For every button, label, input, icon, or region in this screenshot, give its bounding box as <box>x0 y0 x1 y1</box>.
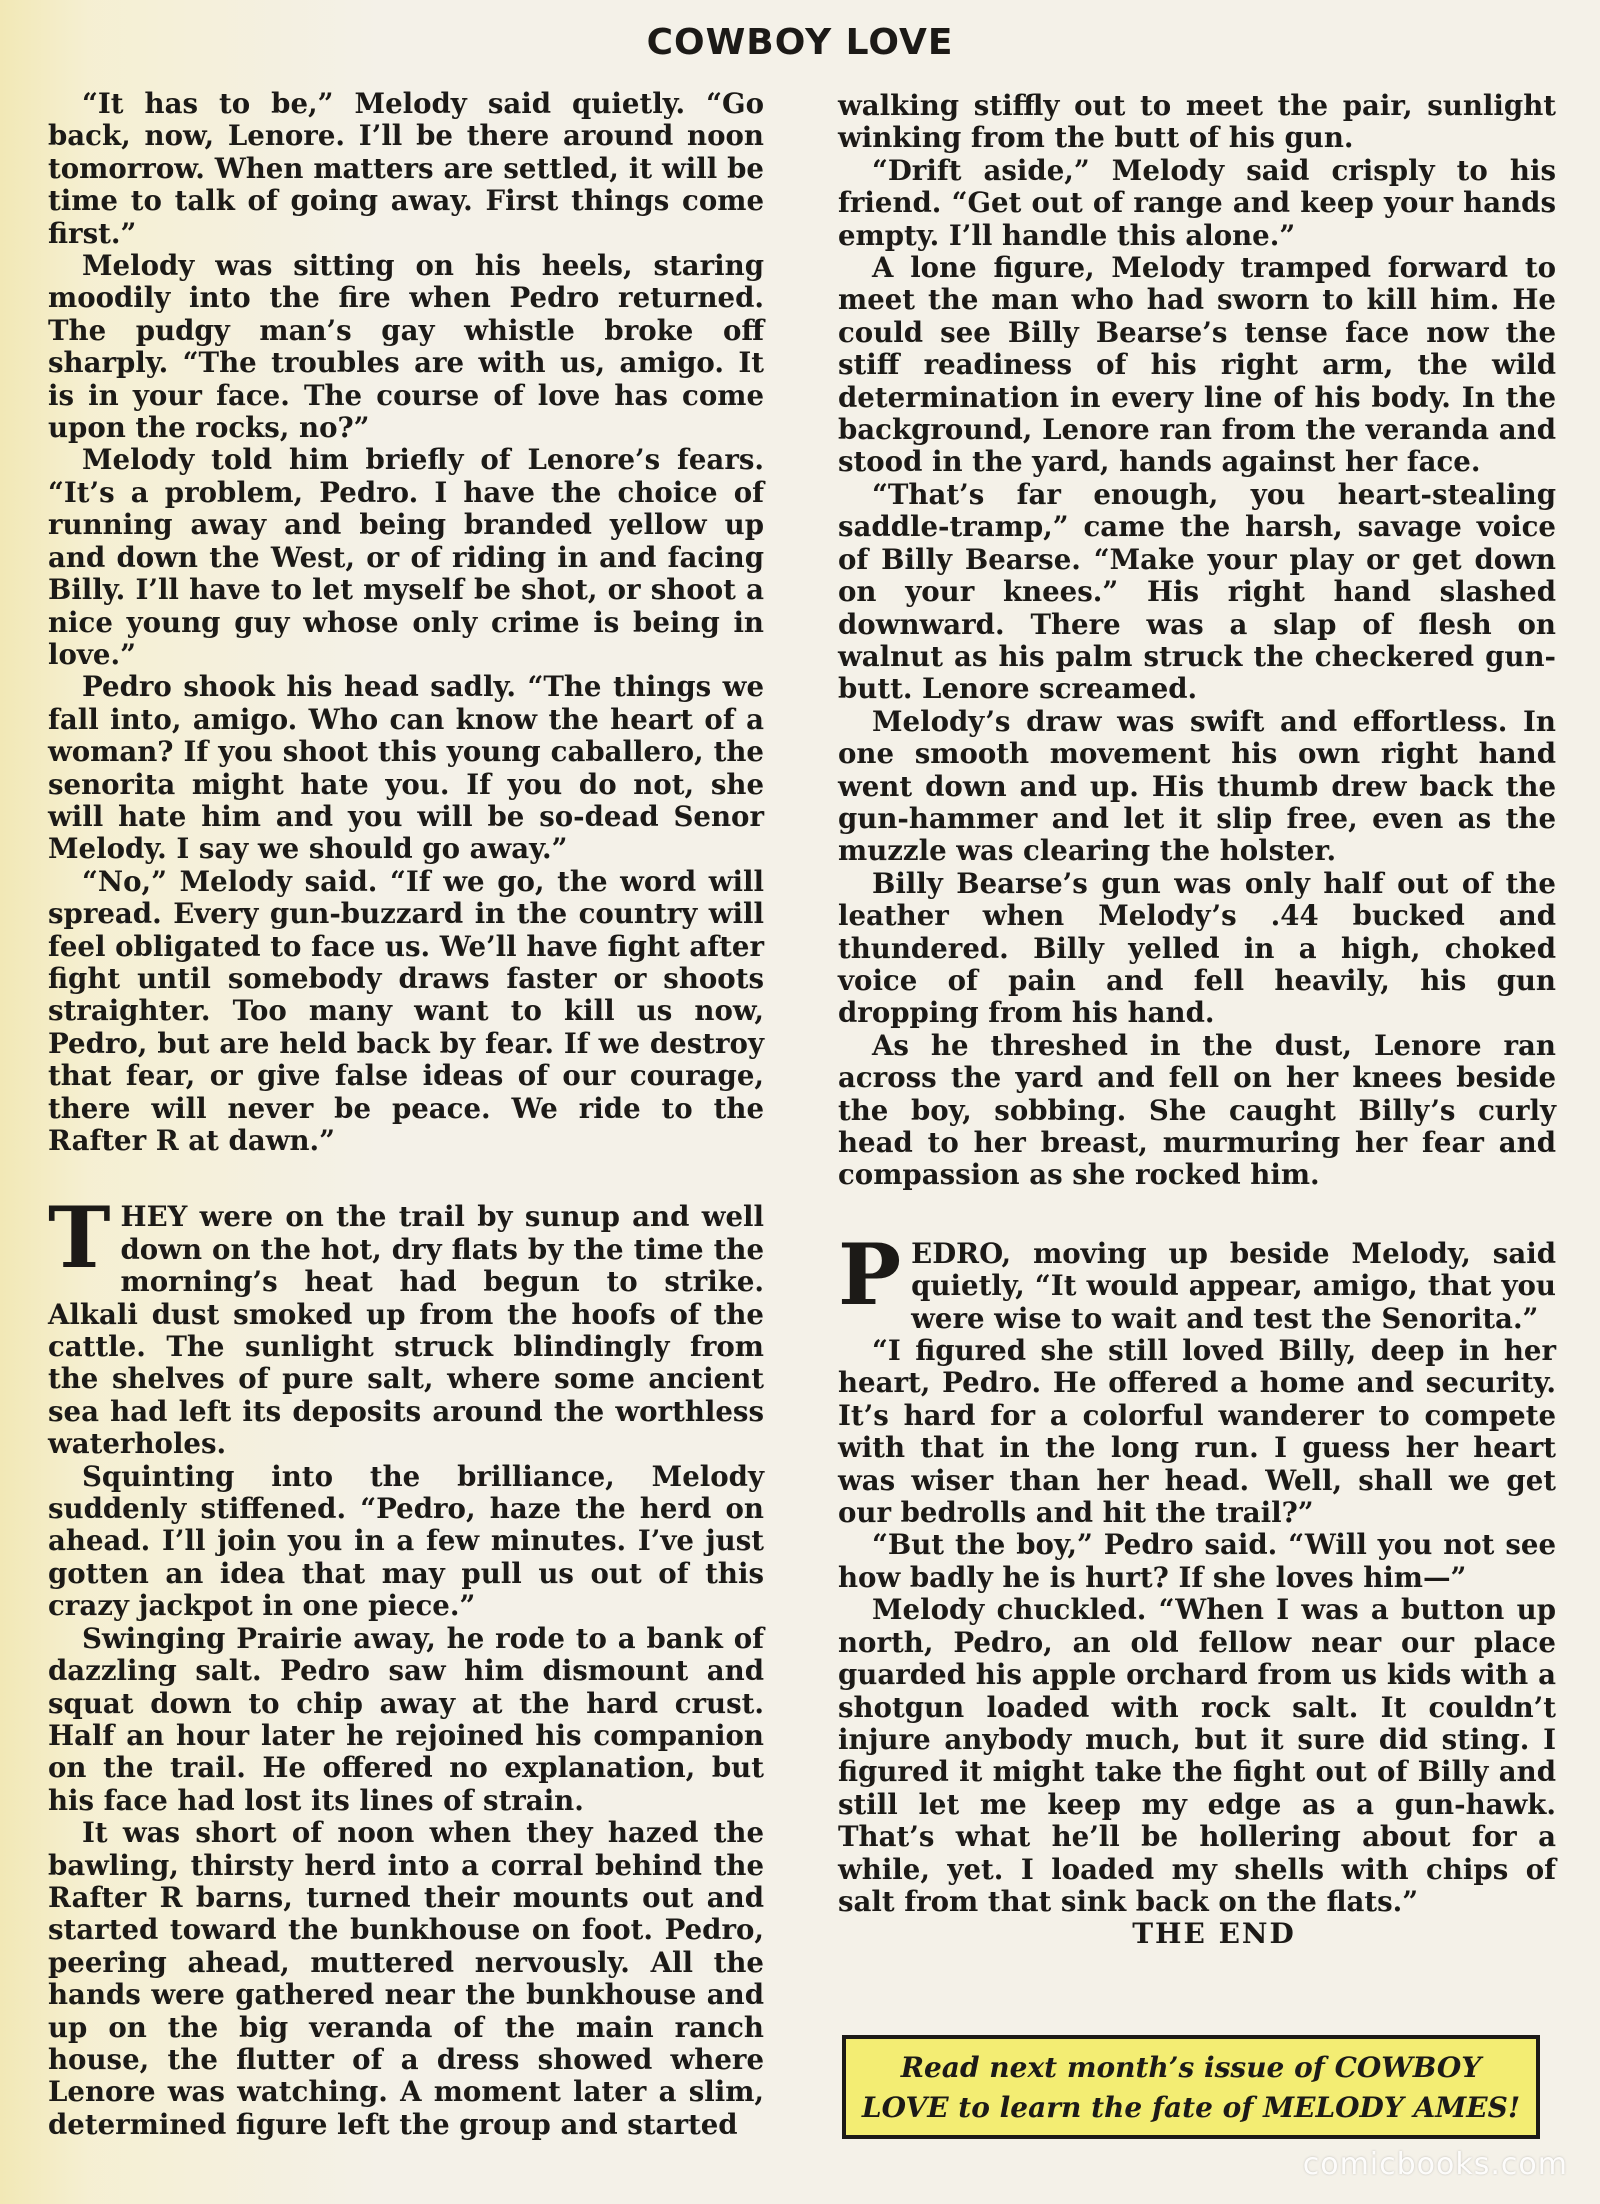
next-issue-promo-box <box>842 2035 1540 2139</box>
drop-cap: P <box>838 1224 902 1324</box>
promo-line: Read next month’s issue of COWBOY <box>900 2051 1482 2084</box>
paragraph: Billy Bearse’s gun was only half out of the leather when Melody’s .44 bucked and thundered. Billy yelled in a high, choked voice of pain and fell heavily, his gun dropping from his hand. <box>838 866 1556 1030</box>
paragraph: “No,” Melody said. “If we go, the word will spread. Every gun-buzzard in the country will feel obligated to face us. We’ll have fight after fight until somebody draws faster or shoots straighter. Too many want to kill us now, Pedro, but are held back by fear. If we destroy that fear, or give false ideas of our courage, there will never be peace. We ride to the Rafter R at dawn.” <box>48 864 764 1157</box>
paragraph: Melody’s draw was swift and effortless. In one smooth movement his own right hand went down and up. His thumb drew back the gun-hammer and let it slip free, even as the muzzle was clearing the holster. <box>838 704 1556 868</box>
paragraph: As he threshed in the dust, Lenore ran across the yard and fell on her knees beside the boy, sobbing. She caught Billy’s curly head to her breast, murmuring her fear and compassion as she rocked him. <box>838 1028 1556 1192</box>
left-text-column <box>48 88 764 2141</box>
paragraph: “But the boy,” Pedro said. “Will you not see how badly he is hurt? If she loves him—” <box>838 1528 1556 1594</box>
paragraph: Melody was sitting on his heels, staring moodily into the fire when Pedro returned. The pudgy man’s gay whistle broke off sharply. “The troubles are with us, amigo. It is in your face. The course of love has come upon the rocks, no?” <box>48 249 764 445</box>
paragraph: “Drift aside,” Melody said crisply to his friend. “Get out of range and keep your hands empty. I’ll handle this alone.” <box>838 153 1556 252</box>
paragraph-text: HEY were on the trail by sunup and well down on the hot, dry flats by the time the morning’s heat had begun to strike. Alkali dust smoked up from the hoofs of the cattle. The sunlight struck blindingly from the shelves of pure salt, where some ancient sea had left its deposits around the worthless waterholes. <box>48 1200 764 1461</box>
page-header: COWBOY LOVE <box>646 22 954 63</box>
section-break <box>48 1157 764 1201</box>
section-break <box>838 1192 1556 1238</box>
the-end-label: THE END <box>1132 1917 1296 1951</box>
paragraph: Swinging Prairie away, he rode to a bank of dazzling salt. Pedro saw him dismount and squat down to chip away at the hard crust. Half an hour later he rejoined his companion on the trail. He offered no explanation, but his face had lost its lines of strain. <box>48 1621 764 1817</box>
paragraph: walking stiffly out to meet the pair, sunlight winking from the butt of his gun. <box>838 89 1556 155</box>
paragraph: Melody told him briefly of Lenore’s fears. “It’s a problem, Pedro. I have the choice of running away and being branded yellow up and down the West, or of riding in and facing Billy. I’ll have to let myself be shot, or shoot a nice young guy whose only crime is being in love.” <box>48 443 764 671</box>
paragraph: Pedro shook his head sadly. “The things we fall into, amigo. Who can know the heart of a woman? If you shoot this young caballero, the senorita might hate you. If you do not, she will hate him and you will be so-dead Senor Melody. I say we should go away.” <box>48 670 764 866</box>
paragraph-text: EDRO, moving up beside Melody, said quietly, “It would appear, amigo, that you were wise to wait and test the Senorita.” <box>911 1236 1556 1335</box>
watermark: comicbooks.com <box>1302 2147 1568 2182</box>
paragraph-with-dropcap <box>838 1224 1556 1335</box>
paragraph: A lone figure, Melody tramped forward to meet the man who had sworn to kill him. He could see Billy Bearse’s tense face now the stiff readiness of his right arm, the wild determination in every line of his body. In the background, Lenore ran from the veranda and stood in the yard, hands against her face. <box>838 251 1556 479</box>
paragraph: It was short of noon when they hazed the bawling, thirsty herd into a corral behind the Rafter R barns, turned their mounts out and started toward the bunkhouse on foot. Pedro, peering ahead, muttered nervously. All the hands were gathered near the bunkhouse and up on the big veranda of the main ranch house, the flutter of a dress showed where Lenore was watching. A moment later a slim, determined figure left the group and started <box>48 1816 764 2141</box>
paragraph: Squinting into the brilliance, Melody suddenly stiffened. “Pedro, haze the herd on ahead. I’ll join you in a few minutes. I’ve just gotten an idea that may pull us out of this crazy jackpot in one piece.” <box>48 1459 764 1623</box>
drop-cap: T <box>48 1188 111 1288</box>
paragraph: “I figured she still loved Billy, deep in her heart, Pedro. He offered a home and security. It’s hard for a colorful wanderer to compete with that in the long run. I guess her heart was wiser than her head. Well, shall we get our bedrolls and hit the trail?” <box>838 1334 1556 1530</box>
paragraph: “That’s far enough, you heart-stealing saddle-tramp,” came the harsh, savage voice of Billy Bearse. “Make your play or get down on your knees.” His right hand slashed downward. There was a slap of flesh on walnut as his palm struck the checkered gun-butt. Lenore screamed. <box>838 477 1556 706</box>
paragraph: “It has to be,” Melody said quietly. “Go back, now, Lenore. I’ll be there around noon tomorrow. When matters are settled, it will be time to talk of going away. First things come first.” <box>48 87 764 250</box>
right-text-column <box>838 90 1556 1951</box>
paragraph-with-dropcap <box>48 1188 764 1461</box>
promo-line: LOVE to learn the fate of MELODY AMES! <box>861 2091 1521 2124</box>
paragraph: Melody chuckled. “When I was a button up north, Pedro, an old fellow near our place guarded his apple orchard from us kids with a shotgun loaded with rock salt. It couldn’t injure anybody much, but it sure did sting. I figured it might take the fight out of Billy and still let me keep my edge as a gun-hawk. That’s what he’ll be hollering about for a while, yet. I loaded my shells with chips of salt from that sink back on the flats.” <box>838 1593 1556 1918</box>
